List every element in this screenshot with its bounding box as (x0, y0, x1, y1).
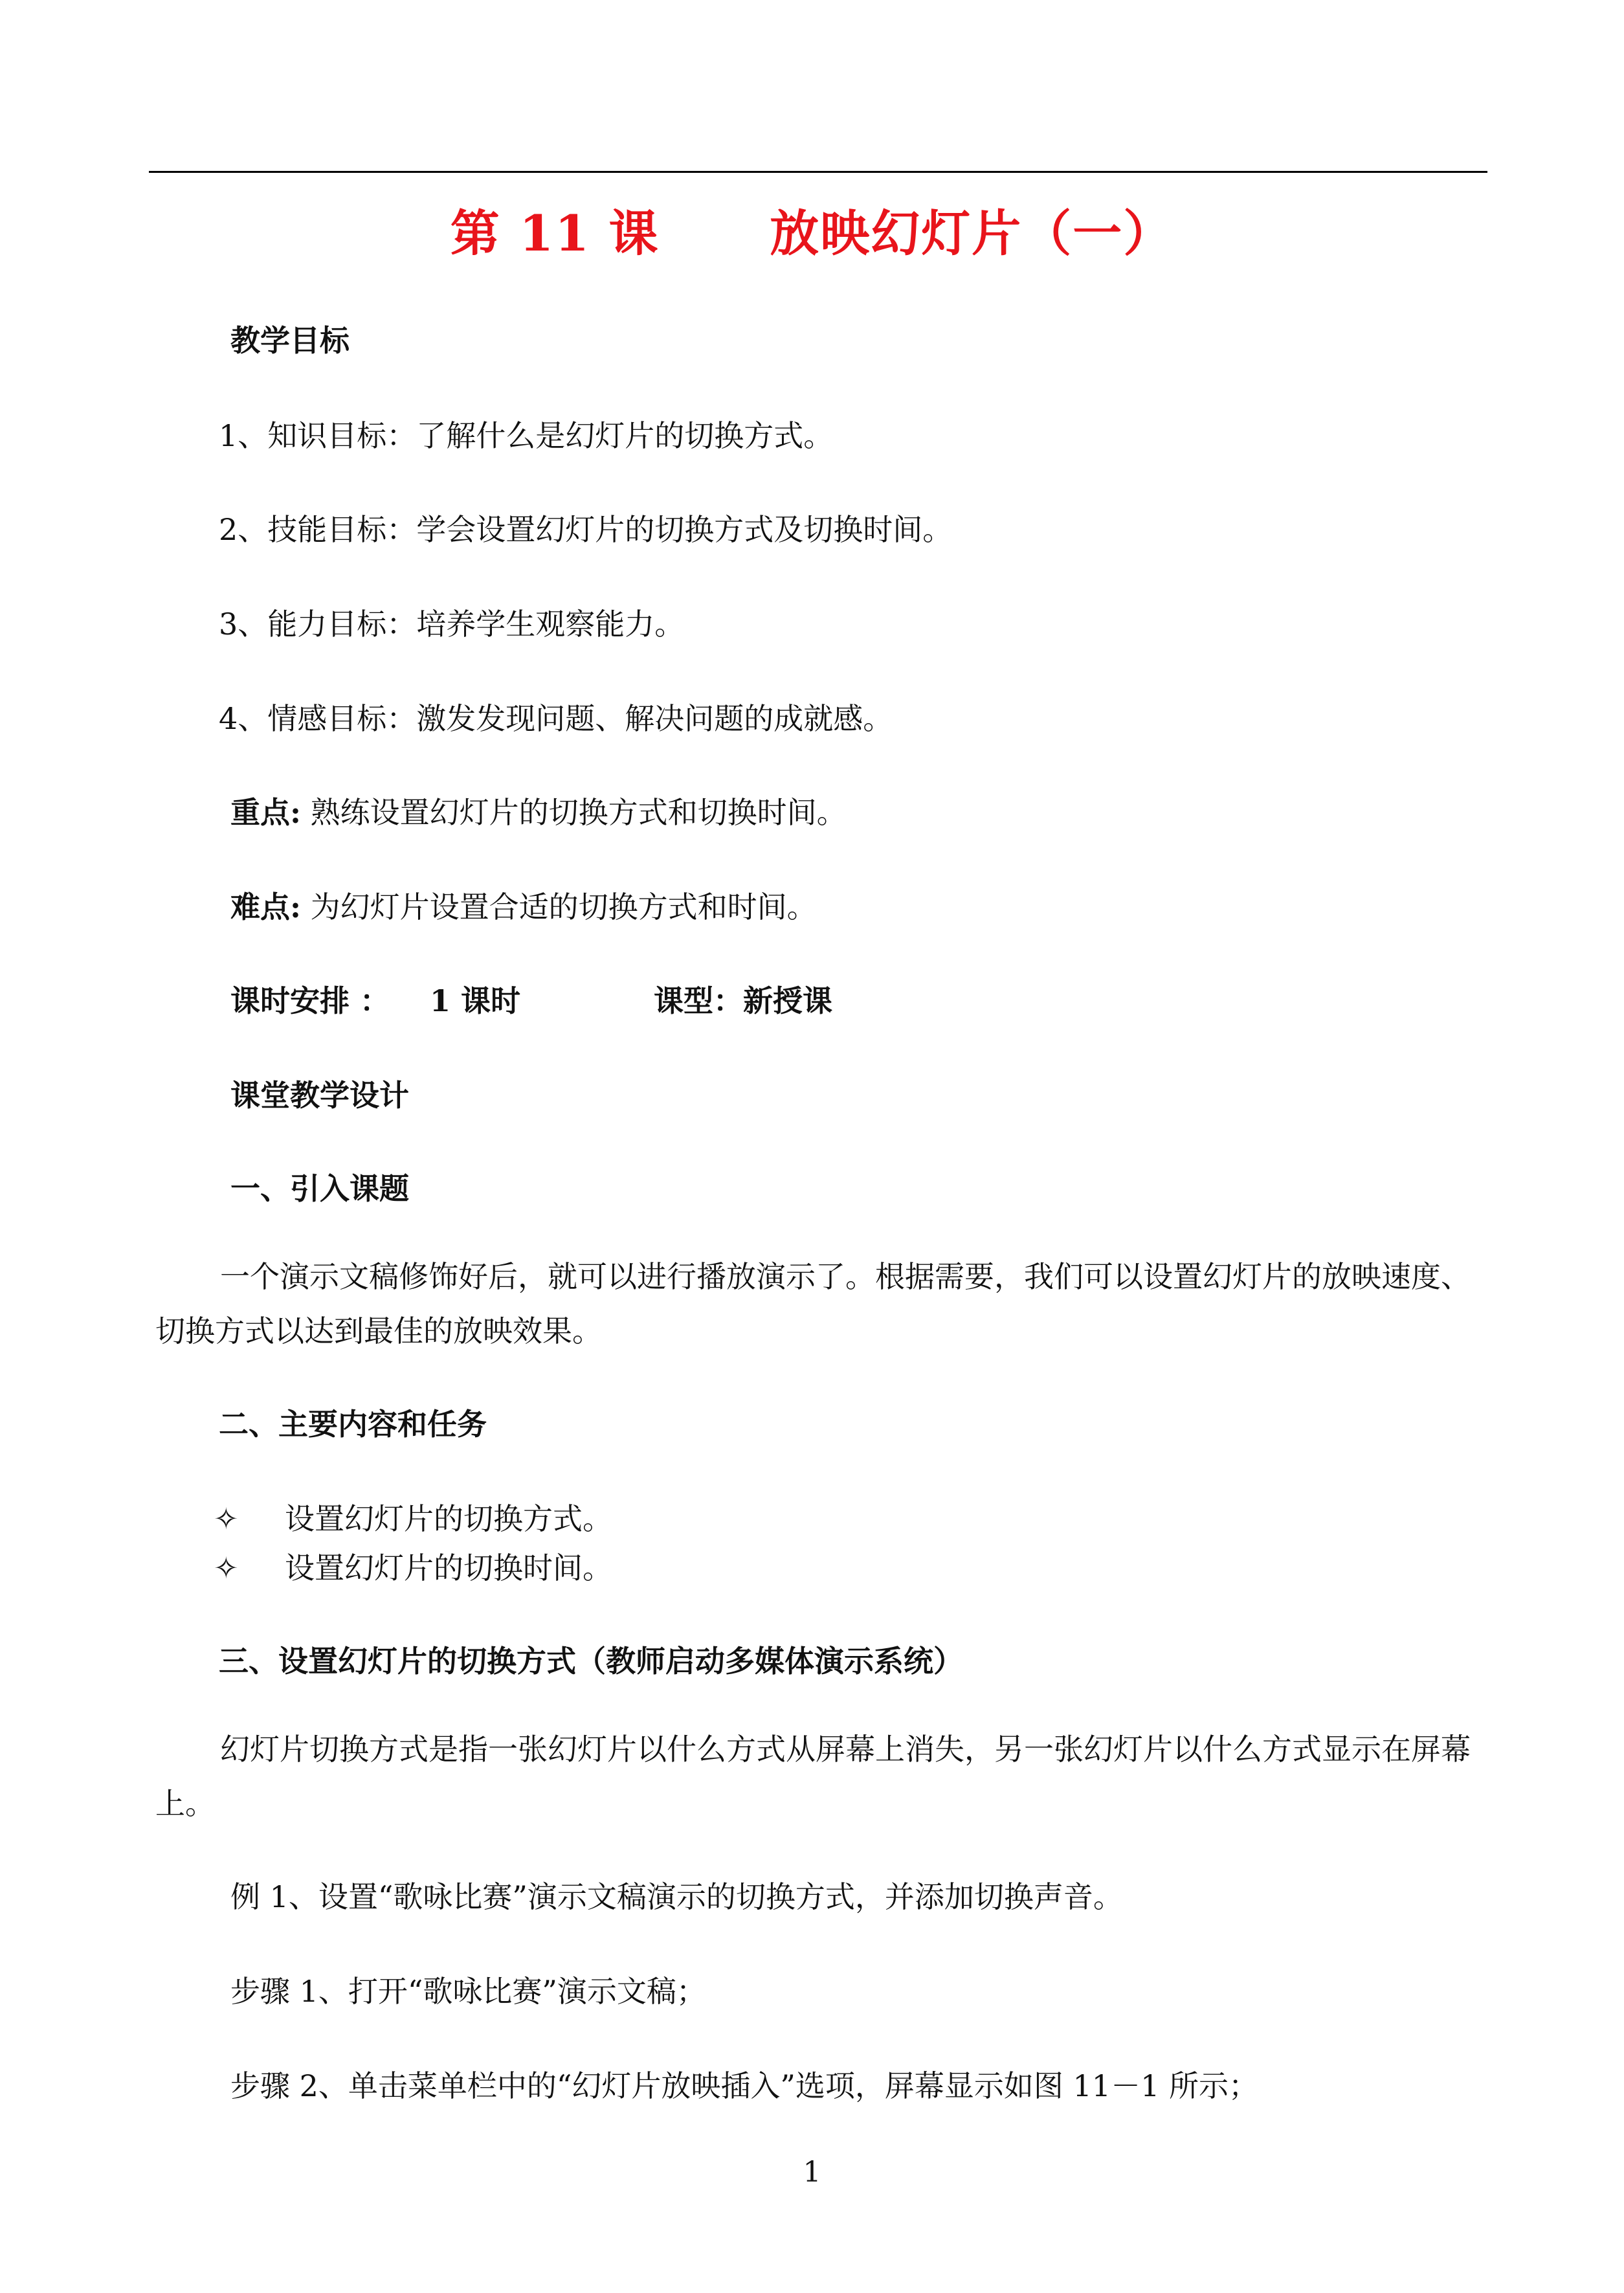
task-list-item (214, 1499, 612, 1538)
lesson-title (0, 194, 1624, 265)
objectives-heading: 教学目标 (230, 323, 350, 358)
lesson-number: 第 11 课 (450, 205, 660, 262)
key-point (230, 793, 847, 832)
objective-item-4: 4、情感目标：激发发现问题、解决问题的成就感。 (219, 701, 893, 736)
objective-item-2: 2、技能目标：学会设置幻灯片的切换方式及切换时间。 (219, 512, 953, 547)
key-point-text: 熟练设置幻灯片的切换方式和切换时间。 (310, 795, 847, 830)
difficulty-text: 为幻灯片设置合适的切换方式和时间。 (310, 889, 817, 924)
objective-item-1: 1、知识目标：了解什么是幻灯片的切换方式。 (219, 418, 834, 453)
difficulty-label: 难点: (230, 889, 301, 924)
schedule-value: 1 课时 (430, 983, 521, 1018)
key-point-label: 重点: (230, 795, 301, 830)
header-rule (149, 171, 1487, 173)
section1-body: 一个演示文稿修饰好后，就可以进行播放演示了。根据需要，我们可以设置幻灯片的放映速度、切换方式以达到最佳的放映效果。 (155, 1259, 1471, 1348)
example-line: 例 1、设置“歌咏比赛”演示文稿演示的切换方式，并添加切换声音。 (230, 1879, 1123, 1914)
page-number: 1 (803, 2156, 821, 2189)
lesson-type-label: 课型： (654, 983, 743, 1018)
objective-item-3: 3、能力目标：培养学生观察能力。 (219, 607, 685, 642)
task-text: 设置幻灯片的切换方式。 (285, 1501, 612, 1536)
task-text: 设置幻灯片的切换时间。 (285, 1550, 612, 1585)
task-list-item (214, 1549, 612, 1587)
difficulty (230, 888, 817, 926)
lesson-type (654, 981, 832, 1020)
section1-heading: 一、引入课题 (230, 1171, 409, 1206)
section2-heading: 二、主要内容和任务 (219, 1407, 487, 1442)
four-point-star-outline-icon: ✧ (214, 1550, 239, 1585)
lesson-name: 放映幻灯片（一） (770, 205, 1174, 262)
section3-body: 幻灯片切换方式是指一张幻灯片以什么方式从屏幕上消失，另一张幻灯片以什么方式显示在屏幕上。 (155, 1732, 1471, 1821)
lesson-type-value: 新授课 (743, 983, 832, 1018)
step-2: 步骤 2、单击菜单栏中的“幻灯片放映插入”选项，屏幕显示如图 11－1 所示； (230, 2068, 1258, 2103)
step-1: 步骤 1、打开“歌咏比赛”演示文稿； (230, 1974, 706, 2009)
design-heading: 课堂教学设计 (230, 1078, 409, 1113)
section3-heading: 三、设置幻灯片的切换方式（教师启动多媒体演示系统） (219, 1644, 963, 1679)
four-point-star-outline-icon: ✧ (214, 1501, 239, 1536)
schedule-label: 课时安排 ： (230, 983, 390, 1018)
